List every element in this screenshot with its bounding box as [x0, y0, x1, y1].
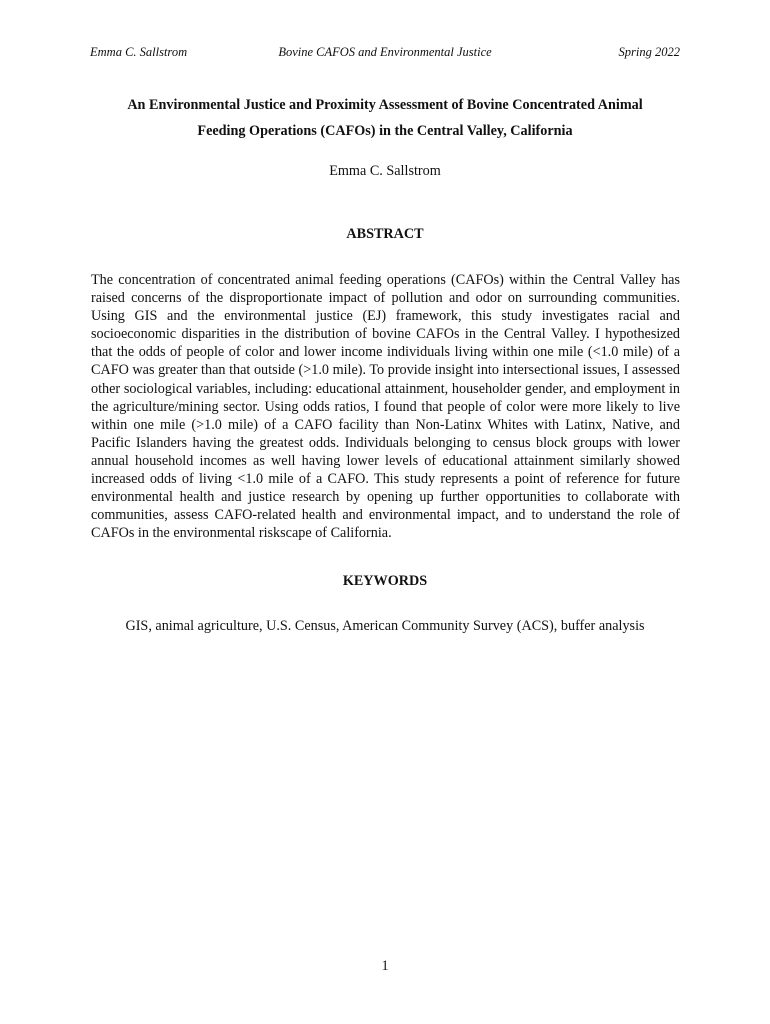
paper-title-line-2: Feeding Operations (CAFOs) in the Central Valley, California: [197, 123, 573, 139]
abstract-body: The concentration of concentrated animal feeding operations (CAFOs) within the Central Valley has raised concerns of the disproportionate impact of pollution and odor on surrounding communities. Using GIS and the environmental justice (EJ) framework, this study investigates racial and socioeconomic disparities in the distribution of bovine CAFOs in the Central Valley. I hypothesized that the odds of people of color and lower income individuals living within one mile (<1.0 mile) of a CAFO was greater than that outside (>1.0 mile). To provide insight into intersectional issues, I assessed other sociological variables, including: educational attainment, householder gender, and employment in the agriculture/mining sector. Using odds ratios, I found that people of color were more likely to live within one mile (>1.0 mile) of a CAFO facility than Non-Latinx Whites with Latinx, Native, and Pacific Islanders having the greatest odds. Individuals belonging to census block groups with lower annual household incomes as well having lower levels of educational attainment similarly showed increased odds of living <1.0 mile of a CAFO. This study represents a point of reference for future environmental health and justice research by opening up further opportunities to collaborate with communities, assess CAFO-related health and environmental impact, and to understand the role of CAFOs in the environmental riskscape of California.: [91, 272, 680, 542]
keywords-heading: KEYWORDS: [342, 573, 428, 589]
keywords-list: GIS, animal agriculture, U.S. Census, American Community Survey (ACS), buffer analysis: [125, 618, 645, 634]
page-number: 1: [381, 958, 389, 974]
header-short-title: Bovine CAFOS and Environmental Justice: [278, 45, 492, 59]
header-term: Spring 2022: [618, 45, 680, 59]
paper-title-line-1: An Environmental Justice and Proximity Assessment of Bovine Concentrated Animal: [127, 97, 643, 113]
header-author: Emma C. Sallstrom: [90, 45, 188, 59]
paper-title: [90, 92, 680, 144]
abstract-heading: ABSTRACT: [346, 226, 424, 242]
author-name: Emma C. Sallstrom: [329, 163, 441, 179]
running-header: [90, 45, 680, 63]
